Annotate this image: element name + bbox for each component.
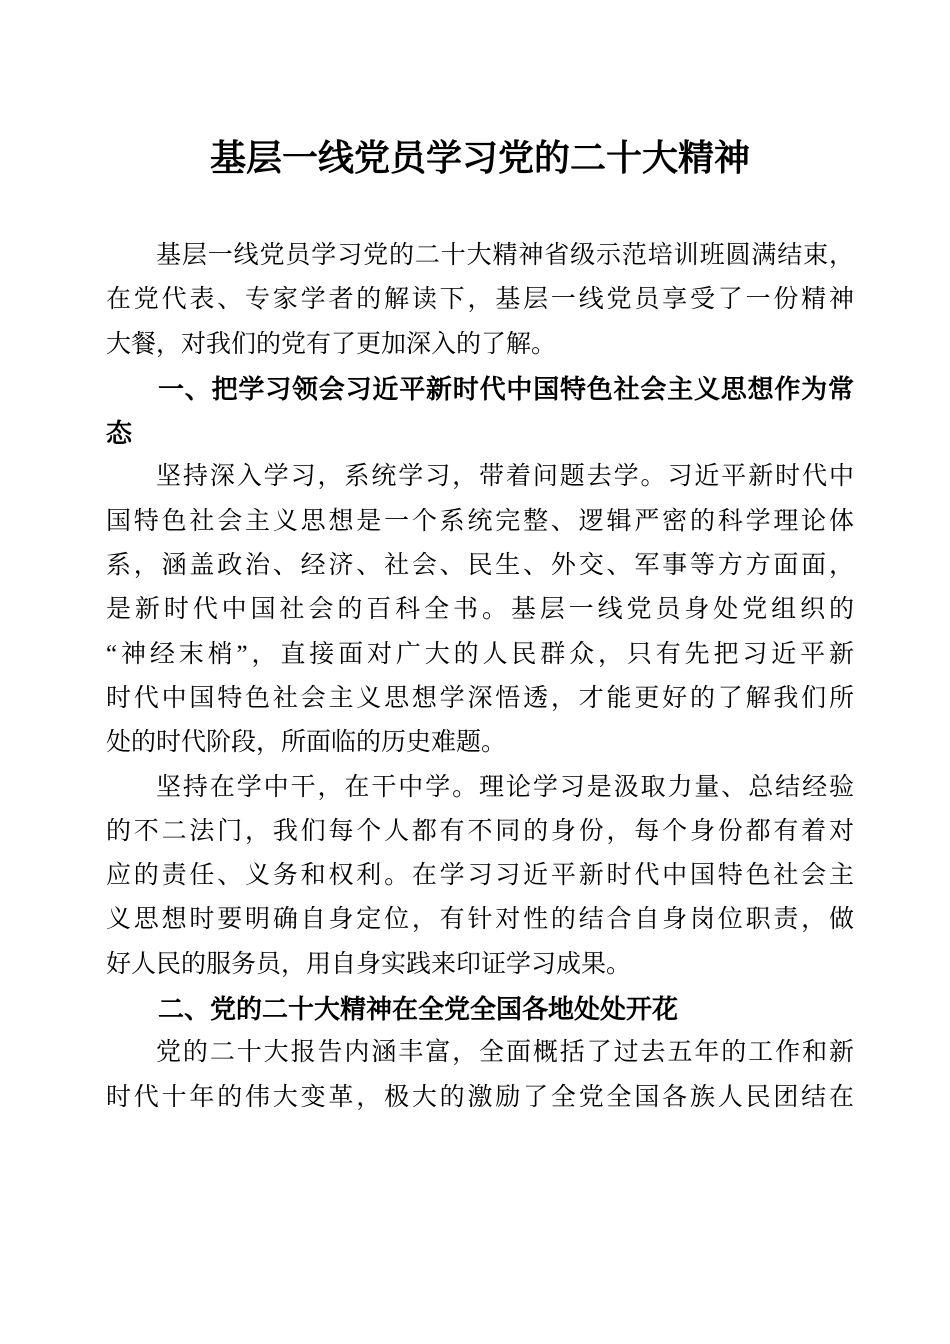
- text-line: 是新时代中国社会的百科全书。基层一线党员身处党组织的: [106, 596, 854, 624]
- text-line: 态: [106, 418, 133, 449]
- text-line: 时代十年的伟大变革，极大的激励了全党全国各族人民团结在: [106, 1083, 854, 1111]
- paragraph: [106, 1031, 854, 1120]
- paragraph: [106, 234, 854, 367]
- text-line: 国特色社会主义思想是一个系统完整、逻辑严密的科学理论体: [106, 507, 854, 535]
- text-line: 党的二十大报告内涵丰富，全面概括了过去五年的工作和新: [156, 1039, 854, 1067]
- text-line: 在党代表、专家学者的解读下，基层一线党员享受了一份精神: [106, 286, 854, 314]
- text-line: 一、把学习领会习近平新时代中国特色社会主义思想作为常: [158, 373, 854, 404]
- document-body: [106, 234, 854, 1120]
- section-heading: [106, 367, 854, 456]
- text-line: 系，涵盖政治、经济、社会、民生、外交、军事等方方面面，: [106, 552, 854, 580]
- text-line: 好人民的服务员，用自身实践来印证学习成果。: [106, 950, 632, 978]
- paragraph: [106, 455, 854, 765]
- text-line: 二、党的二十大精神在全党全国各地处处开花: [158, 994, 679, 1025]
- text-line: 基层一线党员学习党的二十大精神省级示范培训班圆满结束，: [156, 242, 854, 269]
- text-line: “神经末梢”，直接面对广大的人民群众，只有先把习近平新: [106, 640, 854, 668]
- text-line: 处的时代阶段，所面临的历史难题。: [106, 729, 507, 757]
- text-line: 义思想时要明确自身定位，有针对性的结合自身岗位职责，做: [106, 906, 854, 934]
- section-heading: [106, 987, 854, 1031]
- text-line: 坚持深入学习，系统学习，带着问题去学。习近平新时代中: [156, 463, 854, 491]
- document-content: [106, 0, 854, 1120]
- paragraph: [106, 766, 854, 987]
- text-line: 大餐，对我们的党有了更加深入的了解。: [106, 330, 557, 358]
- document-title: 基层一线党员学习党的二十大精神: [209, 138, 750, 178]
- text-line: 坚持在学中干，在干中学。理论学习是汲取力量、总结经验: [156, 773, 854, 801]
- text-line: 时代中国特色社会主义思想学深悟透，才能更好的了解我们所: [106, 684, 854, 712]
- text-line: 的不二法门，我们每个人都有不同的身份，每个身份都有着对: [106, 817, 854, 845]
- text-line: 应的责任、义务和权利。在学习习近平新时代中国特色社会主: [106, 862, 854, 890]
